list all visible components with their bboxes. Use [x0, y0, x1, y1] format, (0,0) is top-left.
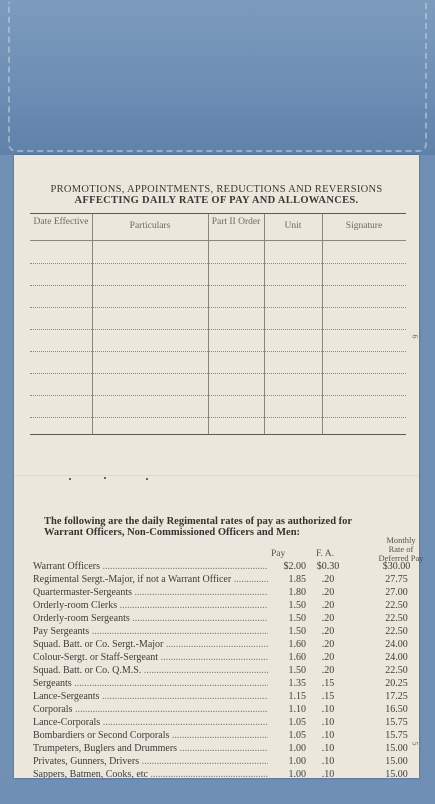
rate-row: [33, 613, 423, 626]
column-header-pay: Pay: [271, 549, 286, 559]
rate-row: [33, 756, 423, 769]
table-row: [30, 395, 406, 396]
rate-rank: Orderly-room Sergeants .....: [33, 613, 288, 624]
rate-rank: Orderly-room Clerks .....: [33, 600, 288, 611]
rate-row: [33, 600, 423, 613]
rate-rank: Squad. Batt. or Co. Q.M.S. .....: [33, 665, 288, 676]
rate-row: [33, 587, 423, 600]
table-row: [30, 417, 406, 418]
column-divider: [264, 214, 265, 434]
column-header-fa: F. A.: [316, 549, 334, 559]
column-divider: [322, 214, 323, 434]
rate-pay: 1.85: [268, 574, 306, 585]
rate-deferred: 27.00: [385, 587, 408, 598]
rate-pay: 1.50: [268, 600, 306, 611]
rate-fa: .10: [321, 743, 335, 754]
rate-deferred: $30.00: [382, 561, 411, 572]
rate-rank: Quartermaster-Sergeants .....: [33, 587, 288, 598]
rate-deferred: 22.50: [385, 665, 408, 676]
rate-deferred: 24.00: [385, 652, 408, 663]
rate-row: [33, 574, 423, 587]
rate-pay: 1.50: [268, 613, 306, 624]
rate-deferred: 22.50: [385, 626, 408, 637]
column-header-particulars: Particulars: [129, 221, 171, 231]
column-header-monthly-deferred-pay: Monthly Rate of Deferred Pay: [378, 535, 424, 563]
rate-deferred: 17.25: [385, 691, 408, 702]
document-page: [14, 155, 424, 778]
cover-edge-bottom: [0, 775, 435, 804]
rate-row: [33, 691, 423, 704]
rate-rank: Privates, Gunners, Drivers .....: [33, 756, 288, 767]
rate-pay: 1.10: [268, 704, 306, 715]
rate-row: [33, 678, 423, 691]
column-header-date-effective: Date Effective: [33, 217, 89, 227]
rate-row: [33, 704, 423, 717]
rate-fa: .20: [321, 652, 335, 663]
rate-fa: .15: [321, 678, 335, 689]
rate-row: [33, 743, 423, 756]
rate-pay: 1.60: [268, 639, 306, 650]
rate-pay: 1.60: [268, 652, 306, 663]
rate-pay: 1.50: [268, 626, 306, 637]
rate-row: [33, 561, 423, 574]
rate-fa: .10: [321, 704, 335, 715]
cover-edge-left: [0, 155, 14, 780]
rates-intro-line2: Warrant Officers, Non-Commissioned Officers and Men:: [44, 527, 301, 538]
rate-rank: Colour-Sergt. or Staff-Sergeant .....: [33, 652, 288, 663]
promotions-table: [30, 213, 406, 435]
rate-pay: 1.15: [268, 691, 306, 702]
column-header-part-ii-order: Part II Order: [211, 217, 261, 227]
rate-rank: Lance-Sergeants .....: [33, 691, 288, 702]
rate-deferred: 15.75: [385, 730, 408, 741]
table-row: [30, 263, 406, 264]
rate-deferred: 15.00: [385, 756, 408, 767]
rate-rank: Lance-Corporals .....: [33, 717, 288, 728]
section-heading-line1: PROMOTIONS, APPOINTMENTS, REDUCTIONS AND REVERSIONS: [50, 184, 383, 195]
rate-pay: 1.00: [268, 743, 306, 754]
rate-fa: .20: [321, 613, 335, 624]
rate-pay: 1.50: [268, 665, 306, 676]
rate-pay: 1.00: [268, 769, 306, 778]
rate-row: [33, 717, 423, 730]
rate-fa: .20: [321, 665, 335, 676]
ink-dot: [104, 477, 106, 479]
rate-pay: 1.80: [268, 587, 306, 598]
rate-rank: Squad. Batt. or Co. Sergt.-Major .....: [33, 639, 288, 650]
rate-deferred: 15.00: [385, 743, 408, 754]
rate-deferred: 16.50: [385, 704, 408, 715]
rate-rank: Bombardiers or Second Corporals .....: [33, 730, 288, 741]
rates-intro-line1: The following are the daily Regimental rates of pay as authorized for: [44, 516, 353, 527]
rate-deferred: 24.00: [385, 639, 408, 650]
rate-fa: .10: [321, 730, 335, 741]
rate-pay: 1.05: [268, 717, 306, 728]
table-row: [30, 373, 406, 374]
rate-pay: $2.00: [268, 561, 306, 572]
table-row: [30, 329, 406, 330]
table-row: [30, 307, 406, 308]
rate-fa: .10: [321, 717, 335, 728]
rate-rank: Trumpeters, Buglers and Drummers .....: [33, 743, 288, 754]
rate-row: [33, 652, 423, 665]
rate-fa: .20: [321, 574, 335, 585]
rate-deferred: 15.75: [385, 717, 408, 728]
rate-row: [33, 730, 423, 743]
rate-pay: 1.35: [268, 678, 306, 689]
rate-fa: .10: [321, 756, 335, 767]
page-fold: [14, 475, 419, 476]
page-number-bottom: 5: [410, 741, 420, 746]
column-header-signature: Signature: [345, 221, 383, 231]
rate-pay: 1.00: [268, 756, 306, 767]
ink-dot: [69, 478, 71, 480]
rate-fa: .10: [321, 769, 335, 778]
column-divider: [92, 214, 93, 434]
rate-rank: Sappers, Batmen, Cooks, etc .....: [33, 769, 288, 778]
rate-deferred: 22.50: [385, 600, 408, 611]
rate-rank: Corporals .....: [33, 704, 288, 715]
rate-fa: .20: [321, 587, 335, 598]
rate-row: [33, 665, 423, 678]
rate-fa: $0.30: [316, 561, 340, 572]
table-row: [30, 351, 406, 352]
pay-book-cover-flap: [0, 0, 435, 160]
column-divider: [208, 214, 209, 434]
rate-fa: .20: [321, 600, 335, 611]
rate-row: [33, 626, 423, 639]
column-header-unit: Unit: [284, 221, 302, 231]
rate-rank: Sergeants .....: [33, 678, 288, 689]
rate-deferred: 22.50: [385, 613, 408, 624]
table-header-rule: [30, 240, 406, 241]
rate-fa: .20: [321, 639, 335, 650]
rate-deferred: 20.25: [385, 678, 408, 689]
cover-stitching: [8, 2, 427, 152]
ink-dot: [146, 478, 148, 480]
rate-rank: Regimental Sergt.-Major, if not a Warrant Officer .....: [33, 574, 288, 585]
rate-row: [33, 769, 423, 778]
section-heading-line2: AFFECTING DAILY RATE OF PAY AND ALLOWANCES.: [74, 195, 359, 206]
rate-deferred: 15.00: [385, 769, 408, 778]
table-row: [30, 285, 406, 286]
rate-pay: 1.05: [268, 730, 306, 741]
rate-deferred: 27.75: [385, 574, 408, 585]
rate-rank: Warrant Officers .....: [33, 561, 288, 572]
rates-intro: [44, 516, 414, 538]
rate-fa: .15: [321, 691, 335, 702]
rate-row: [33, 639, 423, 652]
rate-rank: Pay Sergeants .....: [33, 626, 288, 637]
page-number-top: 6: [410, 334, 420, 339]
rate-fa: .20: [321, 626, 335, 637]
